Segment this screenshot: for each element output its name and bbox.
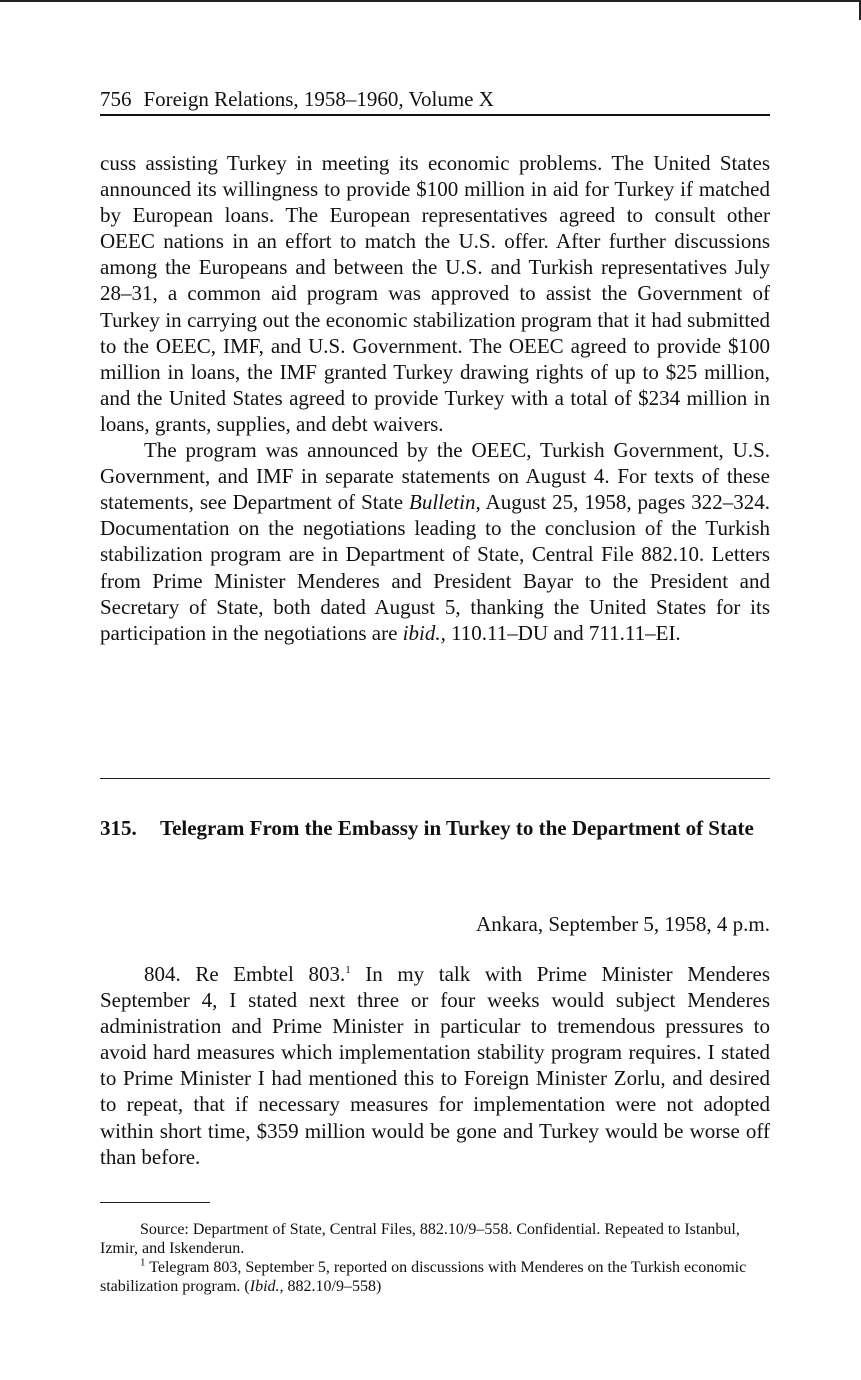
source-note: Source: Department of State, Central Files, 882.10/9–558. Confidential. Repeated to Istanbul, Izmir, and Iskenderun. (100, 1221, 740, 1257)
running-header (100, 86, 770, 116)
footnote-1: $^1$ Telegram 803, September 5, reported on discussions with Menderes on the Turkish economic stabilization program. (Ibid., 882.10/9–558) (100, 1256, 747, 1295)
telegram-body (100, 961, 770, 1170)
paragraph-2: The program was announced by the OEEC, Turkish Government, U.S. Government, and IMF in separate statements on August 4. For texts of these statements, see Department of State Bulletin, August 25, 1958, pages 322–324. Documentation on the negotiations leading to the conclusion of the Turkish stabilization program are in Department of State, Central File 882.10. Letters from Prime Minister Menderes and President Bayar to the President and Secretary of State, both dated August 5, thanking the United States for its participation in the negotiations are ibid., 110.11–DU and 711.11–EI. (100, 438, 770, 645)
dateline: Ankara, September 5, 1958, 4 p.m. (476, 912, 770, 936)
page-number: 756 (100, 87, 132, 111)
telegram-paragraph: 804. Re Embtel 803.$^1$ In my talk with Prime Minister Menderes September 4, I stated next three or four weeks would subject Menderes administration and Prime Minister in particular to tremendous pressures to avoid hard measures which implementation stability program requires. I stated to Prime Minister I had mentioned this to Foreign Minister Zorlu, and desired to repeat, that if necessary measures for implementation were not adopted within short time, $359 million would be gone and Turkey would be worse off than before. (100, 962, 770, 1169)
footnote-rule (100, 1202, 210, 1203)
bulletin-title: Bulletin, (409, 490, 481, 515)
continued-editorial-note (100, 150, 770, 646)
footnote-ref-1: 1 (345, 964, 351, 976)
footnotes (100, 1220, 770, 1296)
ibid-ref: ibid., (402, 620, 446, 645)
document-number: 315. (100, 816, 137, 840)
section-divider (100, 778, 770, 779)
document-title: Telegram From the Embassy in Turkey to the Department of State (160, 816, 754, 840)
paragraph-1: cuss assisting Turkey in meeting its economic problems. The United States announced its willingness to provide $100 million in aid for Turkey if matched by European loans. The European representatives agreed to consult other OEEC nations in an effort to match the U.S. offer. After further discussions among the Europeans and between the U.S. and Turkish representatives July 28–31, a common aid program was approved to assist the Government of Turkey in carrying out the economic stabilization program that it had submitted to the OEEC, IMF, and U.S. Government. The OEEC agreed to provide $100 million in loans, the IMF granted Turkey drawing rights of up to $25 million, and the United States agreed to provide Turkey with a total of $234 million in loans, grants, supplies, and debt waivers. (100, 151, 770, 436)
page-edge-top (0, 0, 861, 2)
running-title: Foreign Relations, 1958–1960, Volume X (143, 87, 494, 111)
document-heading (100, 815, 770, 841)
